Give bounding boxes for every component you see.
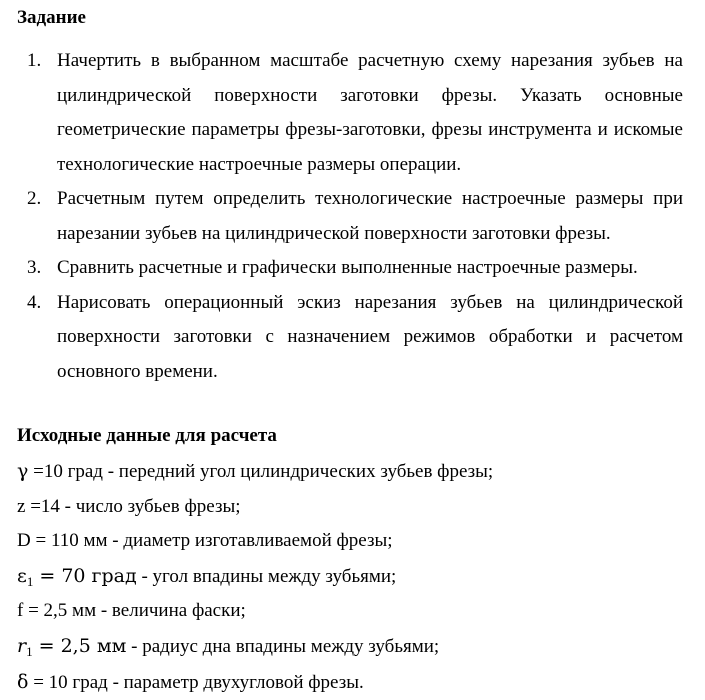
task-heading: Задание bbox=[17, 7, 86, 28]
list-item-number: 3. bbox=[27, 257, 42, 278]
parameter-gamma bbox=[17, 454, 493, 490]
parameter-description: - параметр двухугловой фрезы. bbox=[107, 671, 364, 693]
parameter-value: = 2,5 мм bbox=[23, 600, 97, 622]
parameter-description: - число зубьев фрезы; bbox=[59, 495, 241, 517]
data-heading: Исходные данные для расчета bbox=[17, 425, 277, 446]
parameter-subscript: 1 bbox=[26, 643, 33, 659]
list-item-number: 2. bbox=[27, 188, 42, 209]
parameter-subscript: 1 bbox=[26, 573, 34, 589]
list-item bbox=[17, 44, 683, 182]
parameter-description: - диаметр изготавливаемой фрезы; bbox=[107, 530, 393, 552]
list-item-number: 1. bbox=[27, 50, 42, 71]
parameter-value: =10 град bbox=[28, 461, 103, 482]
parameter-list bbox=[17, 454, 493, 700]
parameter-d bbox=[17, 524, 493, 559]
parameter-value: =14 bbox=[25, 495, 60, 517]
parameter-delta bbox=[17, 665, 493, 700]
parameter-r bbox=[17, 629, 493, 665]
parameter-value: = 70 град bbox=[33, 564, 137, 587]
parameter-value: = 110 мм bbox=[30, 530, 108, 552]
parameter-symbol: r bbox=[17, 634, 27, 657]
task-list bbox=[17, 44, 683, 389]
parameter-symbol: δ bbox=[17, 670, 29, 693]
parameter-description: - радиус дна впадины между зубьями; bbox=[126, 635, 440, 657]
list-item bbox=[17, 286, 683, 390]
list-item-text: Расчетным путем определить технологические настроечные размеры при нарезании зубьев на цилиндрической поверхности заготовки фрезы. bbox=[57, 188, 683, 244]
parameter-epsilon bbox=[17, 559, 493, 595]
parameter-f bbox=[17, 594, 493, 629]
parameter-symbol: ε bbox=[17, 564, 27, 587]
list-item bbox=[17, 251, 683, 286]
list-item-text: Начертить в выбранном масштабе расчетную схему нарезания зубьев на цилиндрической поверхности заготовки фрезы. Указать основные геометрические параметры фрезы-заготовки, фрезы инструмента и искомые технологические настроечные размеры операции. bbox=[57, 50, 683, 175]
parameter-description: - передний угол цилиндрических зубьев фрезы; bbox=[102, 461, 494, 482]
list-item-number: 4. bbox=[27, 291, 42, 313]
parameter-symbol: f bbox=[17, 600, 24, 622]
parameter-description: - угол впадины между зубьями; bbox=[136, 565, 397, 587]
list-item-text: Сравнить расчетные и графически выполненные настроечные размеры. bbox=[57, 257, 638, 278]
parameter-symbol: γ bbox=[17, 460, 29, 482]
parameter-value: = 10 град bbox=[28, 671, 108, 693]
list-item-text: Нарисовать операционный эскиз нарезания зубьев на цилиндрической поверхности заготовки с назначением режимов обработки и расчетом основного времени. bbox=[57, 291, 683, 382]
parameter-value: = 2,5 мм bbox=[32, 634, 127, 657]
parameter-description: - величина фаски; bbox=[96, 600, 246, 622]
list-item bbox=[17, 182, 683, 251]
parameter-symbol: D bbox=[17, 530, 31, 552]
parameter-z bbox=[17, 490, 493, 525]
parameter-symbol: z bbox=[17, 495, 26, 517]
